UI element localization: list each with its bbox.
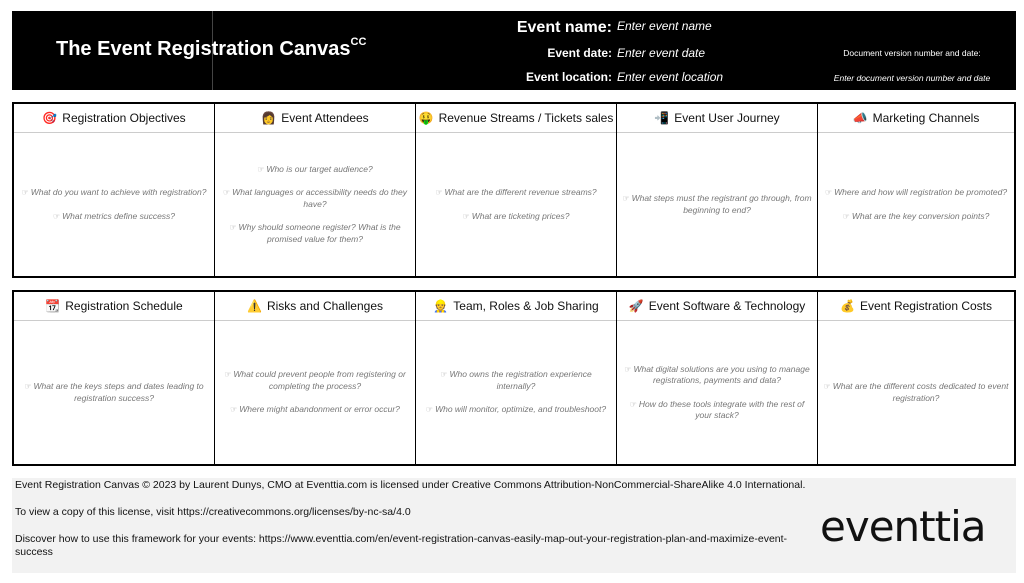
block-title-label: Event Attendees (281, 111, 369, 125)
rocket-icon: 🚀 (628, 299, 644, 313)
guiding-question (463, 211, 570, 223)
block-title (14, 104, 214, 133)
guiding-question-text: What languages or accessibility needs do they have? (232, 187, 407, 209)
block-title-label: Event Registration Costs (859, 299, 992, 313)
pointing-hand-icon: ☞ (24, 382, 32, 391)
guiding-question-text: What do you want to achieve with registration? (30, 187, 207, 197)
pointing-hand-icon: ☞ (624, 364, 632, 374)
guiding-question-text: What are ticketing prices? (471, 210, 570, 221)
block-title (617, 104, 817, 133)
guiding-question-text: What are the different revenue streams? (444, 187, 597, 197)
pointing-hand-icon: ☞ (622, 194, 630, 203)
canvas-block[interactable] (416, 104, 617, 276)
event-date-field[interactable]: Enter event date (617, 46, 706, 60)
money-bag-icon: 💰 (839, 299, 855, 313)
pointing-hand-icon: ☞ (440, 370, 448, 380)
event-date-label: Event date: (547, 46, 612, 60)
guiding-question-text: Who owns the registration experience internally? (449, 369, 592, 391)
pointing-hand-icon: ☞ (21, 188, 29, 197)
guiding-question-text: Where might abandonment or error occur? (239, 404, 400, 415)
guiding-question (435, 187, 596, 199)
guiding-question (257, 164, 372, 176)
guiding-question-text: What steps must the registrant go through, from beginning to end? (631, 193, 812, 215)
pointing-hand-icon: ☞ (257, 164, 265, 174)
guiding-question (230, 404, 400, 416)
doc-version-label: Document version number and date: (843, 48, 981, 58)
block-body[interactable] (818, 321, 1014, 464)
guiding-question (22, 187, 207, 199)
guiding-question (822, 381, 1010, 404)
canvas-header (12, 11, 1016, 90)
guiding-question (219, 187, 411, 210)
block-body[interactable] (617, 133, 817, 276)
canvas-block[interactable] (617, 104, 818, 276)
event-location-field[interactable]: Enter event location (617, 70, 724, 84)
canvas-row-bottom (12, 290, 1016, 466)
calendar-icon: 📆 (45, 299, 61, 313)
guiding-question (621, 193, 813, 216)
license-link[interactable]: To view a copy of this license, visit https://creativecommons.org/licenses/by-nc-sa/4.0 (15, 506, 411, 518)
guiding-question (420, 369, 612, 392)
block-title-label: Registration Schedule (65, 299, 183, 313)
guiding-question (219, 222, 411, 245)
footer (12, 478, 1016, 573)
pointing-hand-icon: ☞ (462, 211, 470, 221)
event-name-label: Event name: (516, 19, 612, 36)
guiding-question-text: Why should someone register? What is the promised value for them? (238, 222, 401, 244)
pointing-hand-icon: ☞ (842, 211, 850, 221)
guiding-question (426, 404, 606, 416)
title-text: The Event Registration Canvas (56, 38, 351, 60)
block-title (14, 292, 214, 321)
guiding-question (825, 187, 1007, 199)
canvas-block[interactable] (617, 292, 818, 464)
block-title (416, 292, 616, 321)
guiding-question-text: Who will monitor, optimize, and troubleshoot? (435, 404, 607, 415)
block-body[interactable] (416, 133, 616, 276)
eventtia-logo: eventtia (820, 502, 986, 551)
guiding-question-text: What are the keys steps and dates leading to registration success? (33, 381, 204, 403)
attendee-icon: 👩 (261, 111, 277, 125)
block-body[interactable] (215, 133, 415, 276)
guiding-question-text: Who is our target audience? (266, 163, 373, 174)
mobile-icon: 📲 (654, 111, 670, 125)
guiding-question-text: What could prevent people from registering or completing the process? (233, 369, 406, 391)
title-superscript: CC (350, 36, 367, 49)
pointing-hand-icon: ☞ (425, 405, 434, 415)
doc-version-field[interactable]: Enter document version number and date (833, 73, 991, 83)
guiding-question (219, 369, 411, 392)
warning-icon: ⚠️ (246, 299, 262, 313)
guiding-question-text: What metrics define success? (62, 210, 176, 221)
canvas-block[interactable] (215, 292, 416, 464)
canvas-block[interactable] (818, 292, 1014, 464)
block-body[interactable] (818, 133, 1014, 276)
guiding-question-text: What digital solutions are you using to manage registrations, payments and data? (633, 363, 810, 385)
canvas-block[interactable] (818, 104, 1014, 276)
guiding-question (18, 381, 210, 404)
event-name-field[interactable]: Enter event name (617, 19, 712, 33)
guiding-question (621, 364, 813, 387)
event-location-label: Event location: (525, 70, 612, 84)
pointing-hand-icon: ☞ (435, 188, 443, 197)
guiding-question (53, 211, 175, 223)
block-body[interactable] (215, 321, 415, 464)
pointing-hand-icon: ☞ (223, 188, 231, 198)
pointing-hand-icon: ☞ (224, 370, 232, 380)
block-body[interactable] (14, 321, 214, 464)
money-face-icon: 🤑 (418, 111, 434, 125)
canvas-block[interactable] (416, 292, 617, 464)
block-title (416, 104, 616, 133)
block-title (617, 292, 817, 321)
guiding-question-text: What are the different costs dedicated to event registration? (832, 381, 1009, 403)
block-title-label: Marketing Channels (872, 111, 980, 125)
guiding-question-text: What are the key conversion points? (851, 210, 990, 221)
block-title-label: Risks and Challenges (266, 299, 383, 313)
discover-link[interactable]: Discover how to use this framework for your events: https://www.eventtia.com/en/event-registration-canvas-easily-map-out-your-registration-plan-and-maximize-event-success (15, 533, 788, 558)
pointing-hand-icon: ☞ (823, 382, 831, 391)
guiding-question (843, 211, 990, 223)
block-title (215, 104, 415, 133)
block-body[interactable] (14, 133, 214, 276)
pointing-hand-icon: ☞ (52, 211, 61, 221)
pointing-hand-icon: ☞ (229, 223, 237, 233)
block-title-label: Event User Journey (674, 111, 780, 125)
block-title (818, 104, 1014, 133)
megaphone-icon: 📣 (852, 111, 868, 125)
canvas-block[interactable] (14, 292, 215, 464)
block-title (215, 292, 415, 321)
pointing-hand-icon: ☞ (629, 399, 637, 409)
canvas-row-top (12, 102, 1016, 278)
block-body[interactable] (416, 321, 616, 464)
target-icon: 🎯 (42, 111, 58, 125)
block-title (818, 292, 1014, 321)
block-title-label: Registration Objectives (62, 111, 186, 125)
block-body[interactable] (617, 321, 817, 464)
license-text: Event Registration Canvas © 2023 by Laurent Dunys, CMO at Eventtia.com is licensed under Creative Commons Attribution-NonCommercial-ShareAlike 4.0 International. (15, 479, 806, 491)
canvas-block[interactable] (14, 104, 215, 276)
guiding-question (621, 399, 813, 422)
block-title-label: Revenue Streams / Tickets sales (438, 111, 614, 125)
pointing-hand-icon: ☞ (230, 405, 238, 415)
canvas-block[interactable] (215, 104, 416, 276)
block-title-label: Event Software & Technology (648, 299, 806, 313)
team-icon: 👷 (433, 299, 449, 313)
pointing-hand-icon: ☞ (824, 188, 833, 197)
guiding-question-text: How do these tools integrate with the rest of your stack? (638, 398, 805, 420)
block-title-label: Team, Roles & Job Sharing (453, 299, 599, 313)
guiding-question-text: Where and how will registration be promoted? (834, 187, 1008, 197)
page-title (56, 38, 366, 61)
